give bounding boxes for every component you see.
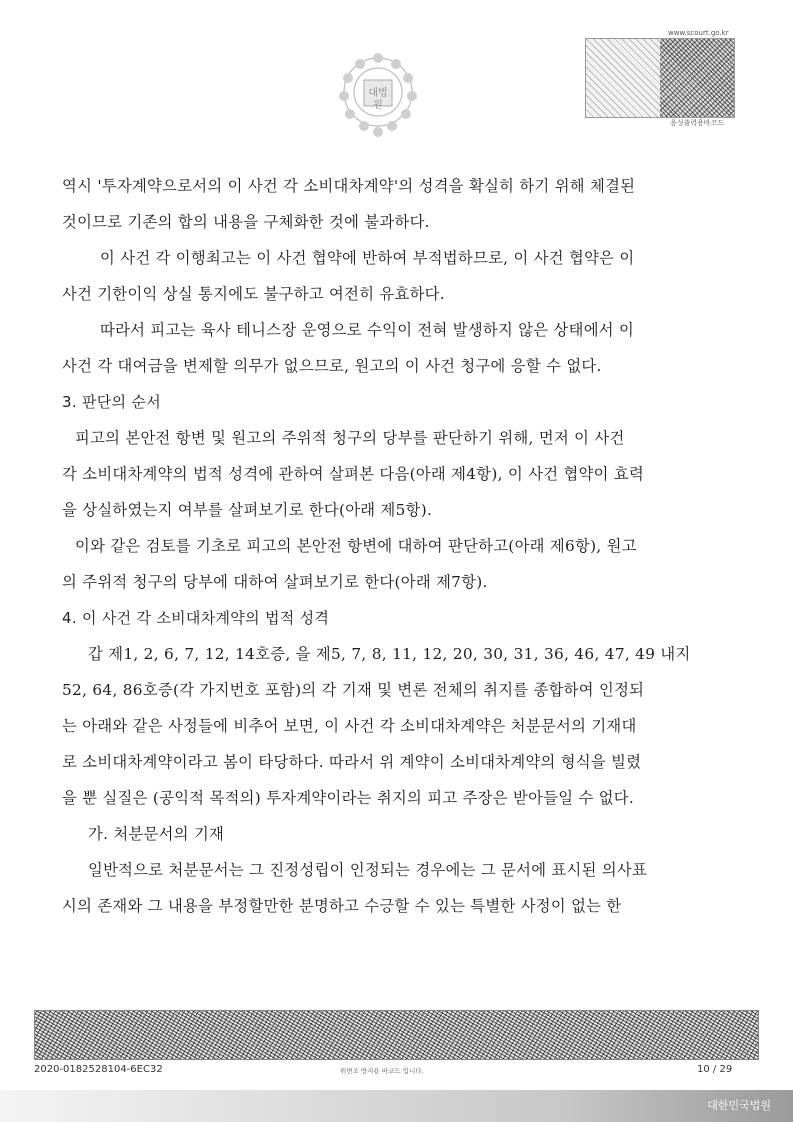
anti-forgery-barcode-icon <box>34 1010 759 1060</box>
text-line: 피고의 본안전 항변 및 원고의 주위적 청구의 당부를 판단하기 위해, 먼저 이 사건 <box>75 429 625 447</box>
text-line: 이와 같은 검토를 기초로 피고의 본안전 항변에 대하여 판단하고(아래 제6항), 원고 <box>75 537 637 555</box>
text-line: 을 뿐 실질은 (공익적 목적의) 투자계약이라는 취지의 피고 주장은 받아들일 수 없다. <box>62 789 635 807</box>
text-line: 52, 64, 86호증(각 가지번호 포함)의 각 기재 및 변론 전체의 취지를 종합하여 인정되 <box>62 681 645 699</box>
text-line: 시의 존재와 그 내용을 부정할만한 분명하고 수긍할 수 있는 특별한 사정이 없는 한 <box>62 897 622 915</box>
section-heading-4: 4. 이 사건 각 소비대차계약의 법적 성격 <box>62 609 330 627</box>
text-line: 일반적으로 처분문서는 그 진정성립이 인정되는 경우에는 그 문서에 표시된 의사표 <box>88 861 648 879</box>
court-url: www.scourt.go.kr <box>668 29 729 37</box>
seal-text-top: 대법 <box>368 88 388 99</box>
footer-band <box>0 1090 793 1122</box>
qr-caption: 음성출력용바코드 <box>670 119 725 127</box>
text-line: 것이므로 기존의 합의 내용을 구체화한 것에 불과하다. <box>62 213 430 231</box>
section-heading-3: 3. 판단의 순서 <box>62 393 161 411</box>
text-line: 갑 제1, 2, 6, 7, 12, 14호증, 을 제5, 7, 8, 11, 12, 20, 30, 31, 36, 46, 47, 49 내지 <box>88 645 691 663</box>
seal-text-bottom: 원 <box>373 100 383 111</box>
text-line: 따라서 피고는 육사 테니스장 운영으로 수익이 전혀 발생하지 않은 상태에서 이 <box>100 321 635 339</box>
page-number: 10 / 29 <box>697 1064 733 1075</box>
text-line: 는 아래와 같은 사정들에 비추어 보면, 이 사건 각 소비대차계약은 처분문서의 기재대 <box>62 717 637 735</box>
court-name: 대한민국법원 <box>707 1099 771 1112</box>
court-seal-icon <box>336 44 420 144</box>
text-line: 각 소비대차계약의 법적 성격에 관하여 살펴본 다음(아래 제4항), 이 사건 협약이 효력 <box>62 465 645 483</box>
text-line: 로 소비대차계약이라고 봄이 타당하다. 따라서 위 계약이 소비대차계약의 형식을 빌렸 <box>62 753 642 771</box>
text-line: 이 사건 각 이행최고는 이 사건 협약에 반하여 부적법하므로, 이 사건 협약은 이 <box>100 249 635 267</box>
text-line: 역시 '투자계약으로서의 이 사건 각 소비대차계약'의 성격을 확실히 하기 위해 체결된 <box>62 177 636 195</box>
text-line: 을 상실하였는지 여부를 살펴보기로 한다(아래 제5항). <box>62 501 433 519</box>
text-line: 사건 각 대여금을 변제할 의무가 없으므로, 원고의 이 사건 청구에 응할 수 없다. <box>62 357 602 375</box>
text-line: 의 주위적 청구의 당부에 대하여 살펴보기로 한다(아래 제7항). <box>62 573 488 591</box>
qr-code-icon <box>585 38 735 118</box>
document-body <box>62 168 734 924</box>
document-id: 2020-0182528104-6EC32 <box>34 1064 163 1075</box>
text-line: 사건 기한이익 상실 통지에도 불구하고 여전히 유효하다. <box>62 285 445 303</box>
anti-forgery-notice: 위변조 방지용 바코드 입니다. <box>340 1067 424 1075</box>
subsection-heading: 가. 처분문서의 기재 <box>88 825 225 843</box>
